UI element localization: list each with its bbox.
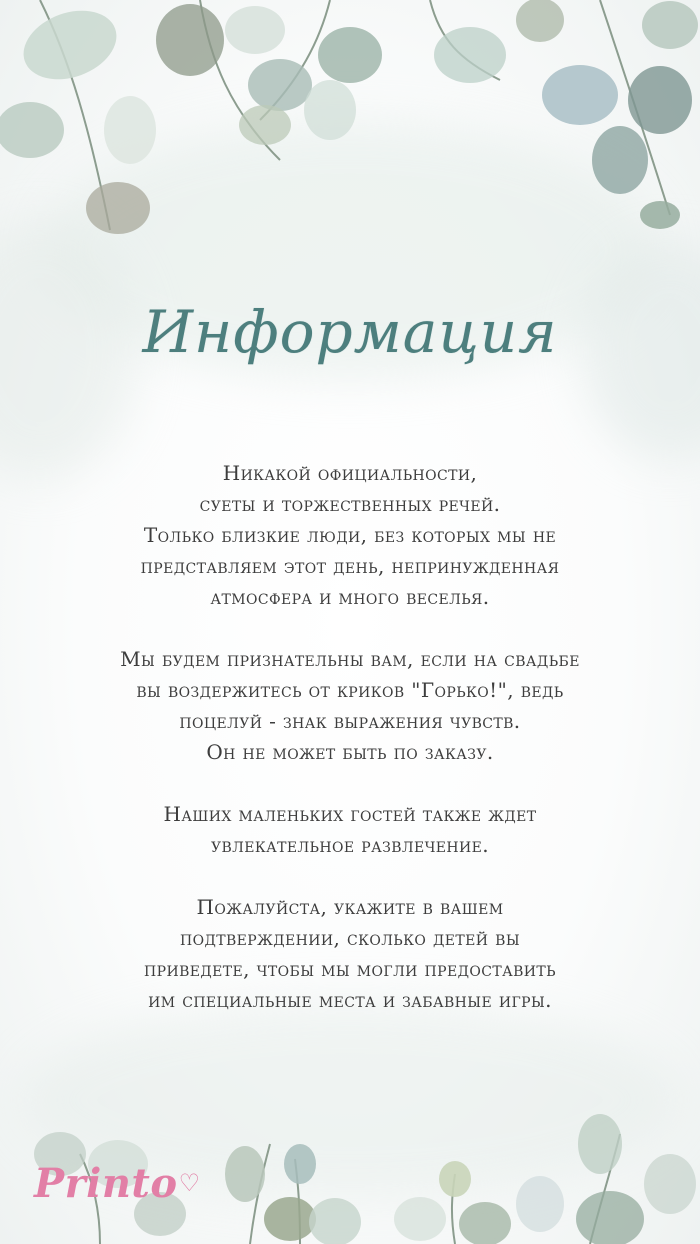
text-line: Мы будем признательны вам, если на свадьбе [120,647,580,671]
text-line: вы воздержитесь от криков "Горько!", ведь [136,678,564,702]
text-line: представляем этот день, непринужденная [140,554,560,578]
eucalyptus-top-decoration [0,0,700,260]
paragraph-kids [40,799,660,861]
text-line: подтверждении, сколько детей вы [179,926,520,950]
text-line: им специальные места и забавные игры. [148,988,552,1012]
text-line: суеты и торжественных речей. [199,492,501,516]
text-line: Наших маленьких гостей также ждет [163,802,537,826]
text-line: Он не может быть по заказу. [206,740,494,764]
printo-watermark [34,1160,201,1207]
heart-icon: ♡ [178,1168,201,1197]
text-line: Пожалуйста, укажите в вашем [196,895,504,919]
page-title: Информация [142,298,558,366]
text-line: Только близкие люди, без которых мы не [143,523,557,547]
watermark-text: Printo [34,1160,178,1207]
invitation-text [40,458,660,1047]
text-line: приведете, чтобы мы могли предоставить [144,957,556,981]
text-line: атмосфера и много веселья. [210,585,490,609]
paragraph-confirmation [40,892,660,1016]
paragraph-atmosphere [40,458,660,613]
text-line: поцелуй - знак выражения чувств. [179,709,521,733]
text-line: увлекательное развлечение. [210,833,490,857]
text-line: Никакой официальности, [222,461,478,485]
paragraph-request [40,644,660,768]
